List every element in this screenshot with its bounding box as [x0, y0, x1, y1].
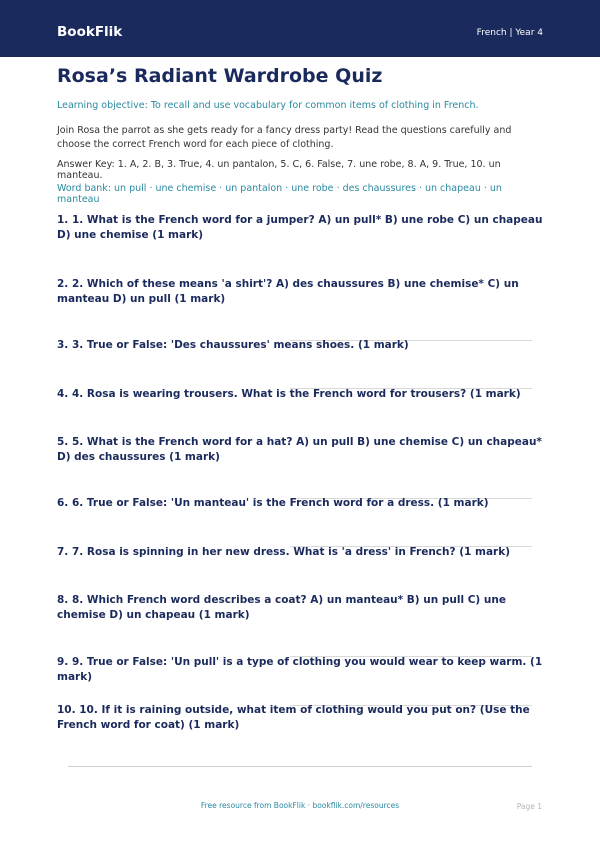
question-10: 10. 10. If it is raining outside, what item of clothing would you put on? (Use the French word for coat) (1 mark) — [57, 704, 530, 731]
intro-text: Join Rosa the parrot as she gets ready for a fancy dress party! Read the questions carefully and choose the correct French word for each piece of clothing. — [57, 125, 512, 150]
brand-logo-text: BookFlik — [57, 24, 123, 40]
subject-year-label: French | Year 4 — [476, 28, 543, 38]
question-2: 2. 2. Which of these means 'a shirt'? A) des chaussures B) une chemise* C) un manteau D) un pull (1 mark) — [57, 278, 519, 305]
answer-key: Answer Key: 1. A, 2. B, 3. True, 4. un pantalon, 5. C, 6. False, 7. une robe, 8. A, 9. True, 10. un manteau. — [57, 159, 501, 181]
question-7: 7. 7. Rosa is spinning in her new dress. What is 'a dress' in French? (1 mark) — [57, 546, 510, 558]
learning-objective: Learning objective: To recall and use vocabulary for common items of clothing in French. — [57, 100, 479, 111]
footer-link-text[interactable]: Free resource from BookFlik · bookflik.com/resources — [200, 801, 400, 810]
page-title: Rosa’s Radiant Wardrobe Quiz — [57, 65, 383, 87]
question-5: 5. 5. What is the French word for a hat? A) un pull B) une chemise C) un chapeau* D) des chaussures (1 mark) — [57, 436, 542, 463]
page-number: Page 1 — [516, 802, 542, 811]
question-8: 8. 8. Which French word describes a coat? A) un manteau* B) un pull C) une chemise D) un chapeau (1 mark) — [57, 594, 506, 621]
question-1: 1. 1. What is the French word for a jumper? A) un pull* B) une robe C) un chapeau D) une chemise (1 mark) — [57, 214, 543, 241]
header-bar — [0, 0, 600, 57]
word-bank: Word bank: un pull · une chemise · un pantalon · une robe · des chaussures · un chapeau · un manteau — [57, 183, 502, 205]
footer-divider — [68, 766, 532, 767]
question-6: 6. 6. True or False: 'Un manteau' is the French word for a dress. (1 mark) — [57, 497, 489, 509]
question-9: 9. 9. True or False: 'Un pull' is a type of clothing you would wear to keep warm. (1 mark) — [57, 656, 543, 683]
question-4: 4. 4. Rosa is wearing trousers. What is the French word for trousers? (1 mark) — [57, 388, 521, 400]
question-3: 3. 3. True or False: 'Des chaussures' means shoes. (1 mark) — [57, 339, 409, 351]
